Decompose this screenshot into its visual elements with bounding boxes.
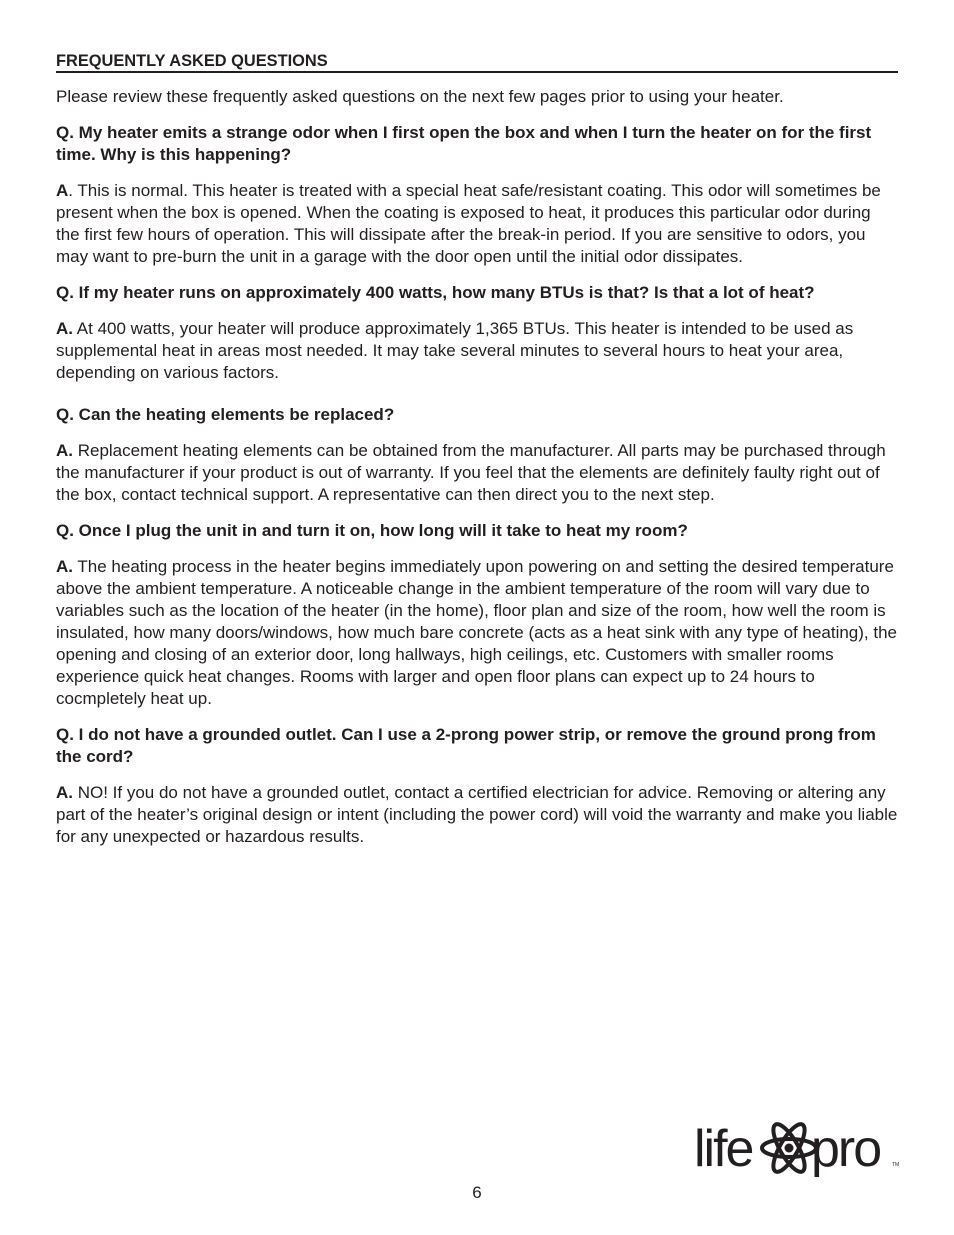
faq-page — [56, 51, 898, 862]
faq-question-4: Q. Once I plug the unit in and turn it on, how long will it take to heat my room? — [56, 521, 688, 540]
faq-answer-4 — [56, 556, 898, 710]
logo-text-right: pro — [811, 1120, 881, 1178]
answer-prefix: A. — [56, 441, 73, 460]
answer-text: NO! If you do not have a grounded outlet, contact a certified electrician for advice. Removing or altering any part of the heater’s original design or intent (including the power cord) will void the warranty and make you liable for any unexpected or hazardous results. — [56, 783, 898, 846]
trademark-mark: TM — [892, 1162, 900, 1168]
answer-prefix: A — [56, 181, 69, 200]
page-number: 6 — [472, 1183, 482, 1202]
lifepro-logo — [694, 1114, 904, 1184]
faq-answer-5 — [56, 782, 898, 848]
faq-answer-2 — [56, 318, 898, 384]
atom-icon — [762, 1120, 816, 1176]
faq-answer-1 — [56, 180, 898, 268]
answer-text: Replacement heating elements can be obtained from the manufacturer. All parts may be purchased through the manufacturer if your product is out of warranty. If you feel that the elements are definitely faulty right out of the box, contact technical support. A representative can then direct you to the next step. — [56, 441, 886, 504]
answer-prefix: A. — [56, 557, 73, 576]
faq-question-3: Q. Can the heating elements be replaced? — [56, 405, 395, 424]
answer-prefix: A. — [56, 319, 73, 338]
section-heading: FREQUENTLY ASKED QUESTIONS — [56, 51, 898, 73]
answer-text: The heating process in the heater begins immediately upon powering on and setting the desired temperature above the ambient temperature. A noticeable change in the ambient temperature of the room will vary due to variables such as the location of the heater (in the home), floor plan and size of the room, how well the room is insulated, how many doors/windows, how much bare concrete (acts as a heat sink with any type of heating), the opening and closing of an exterior door, long hallways, high ceilings, etc. Customers with smaller rooms experience quick heat changes. Rooms with larger and open floor plans can expect up to 24 hours to cocmpletely heat up. — [56, 557, 898, 708]
faq-answer-3 — [56, 440, 898, 506]
answer-text: At 400 watts, your heater will produce approximately 1,365 BTUs. This heater is intended to be used as supplemental heat in areas most needed. It may take several minutes to several hours to heat your area, depending on various factors. — [56, 319, 854, 382]
faq-question-5: Q. I do not have a grounded outlet. Can I use a 2-prong power strip, or remove the ground prong from the cord? — [56, 725, 876, 766]
faq-question-1: Q. My heater emits a strange odor when I first open the box and when I turn the heater on for the first time. Why is this happening? — [56, 123, 872, 164]
answer-prefix: A. — [56, 783, 73, 802]
logo-text-left: life — [694, 1120, 753, 1178]
intro-text: Please review these frequently asked questions on the next few pages prior to using your heater. — [56, 87, 784, 106]
answer-text: . This is normal. This heater is treated with a special heat safe/resistant coating. This odor will sometimes be present when the box is opened. When the coating is exposed to heat, it produces this particular odor during the first few hours of operation. This will dissipate after the break-in period. If you are sensitive to odors, you may want to pre-burn the unit in a garage with the door open until the initial odor dissipates. — [56, 181, 881, 266]
faq-question-2: Q. If my heater runs on approximately 400 watts, how many BTUs is that? Is that a lot of heat? — [56, 283, 815, 302]
